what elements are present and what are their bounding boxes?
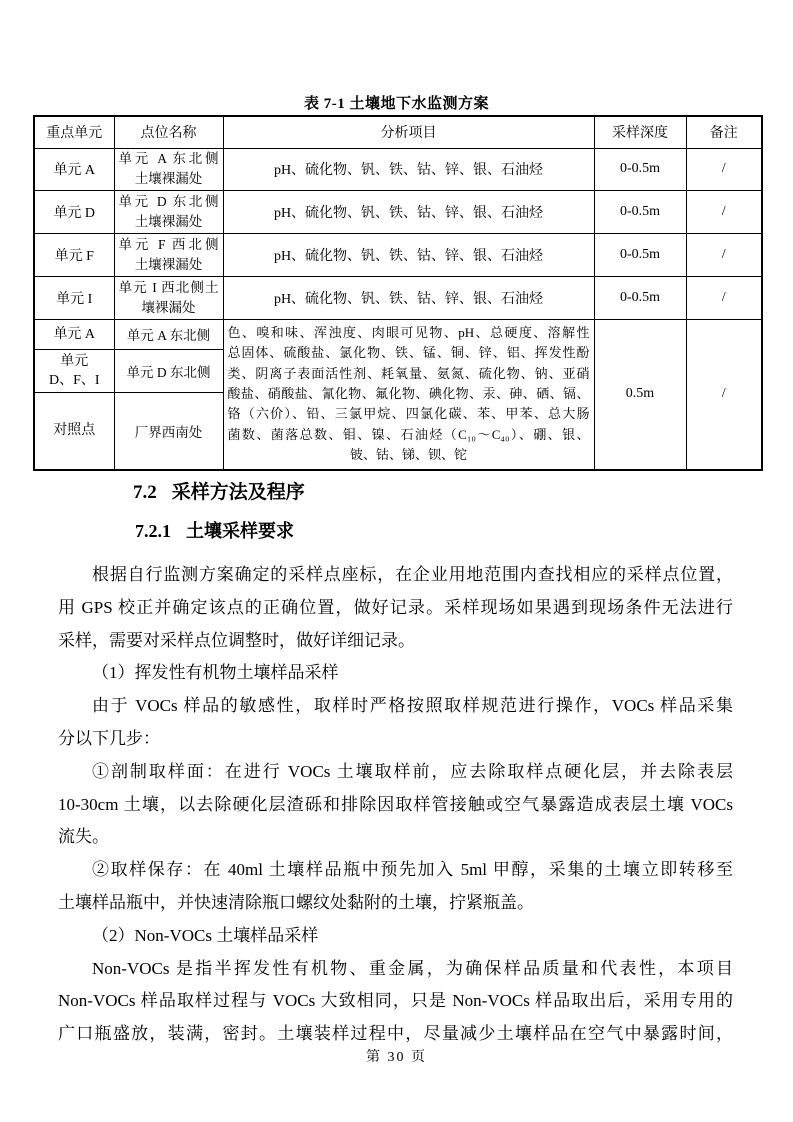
body-line: 10-30cm 土壤，以去除硬化层渣砾和排除因取样管接触或空气暴露造成表层土壤 VOCs (58, 794, 733, 814)
items-line: 菌数、菌落总数、钼、镍、石油烃（C₁₀～C₄₀）、硼、银、 (227, 426, 590, 442)
depth-cell: 0.5m (594, 319, 686, 470)
monitoring-table (33, 115, 763, 471)
body-line: ①剖制取样面：在进行 VOCs 土壤取样前，应去除取样点硬化层，并去除表层 (92, 761, 733, 781)
header-cell: 点位名称 (114, 116, 223, 148)
body-line: ②取样保存：在 40ml 土壤样品瓶中预先加入 5ml 甲醇，采集的土壤立即转移至 (92, 860, 733, 880)
unit-line: 单元 A (53, 326, 96, 342)
monitoring-table-body (34, 116, 762, 470)
unit-cell: 单元 F (34, 233, 114, 276)
body-line: 流失。 (58, 827, 109, 847)
location-cell (114, 233, 223, 276)
depth-cell: 0-0.5m (594, 233, 686, 276)
table-row (34, 233, 762, 276)
table-row (34, 148, 762, 190)
items-line: 铬（六价）、铅、三氯甲烷、四氯化碳、苯、甲苯、总大肠 (227, 406, 590, 422)
location-cell: 单元 A 东北侧 (114, 319, 223, 349)
body-text (58, 559, 733, 1051)
section-title: 采样方法及程序 (171, 482, 305, 503)
table-header-row (34, 116, 762, 148)
location-line: 单元 A 东北侧 (118, 151, 219, 166)
note-cell: / (686, 148, 762, 190)
note-cell: / (686, 319, 762, 470)
items-cell (223, 319, 594, 470)
table-caption: 表 7-1 土壤地下水监测方案 (304, 96, 489, 112)
location-cell (114, 276, 223, 319)
location-line: 单元 I 西北侧土 (118, 279, 219, 295)
page-number: 第 30 页 (366, 1050, 427, 1065)
section-heading-7-2 (133, 477, 305, 504)
unit-line: 对照点 (53, 423, 96, 439)
body-line: 广口瓶盛放，装满，密封。土壤装样过程中，尽量减少土壤样品在空气中暴露时间， (58, 1024, 733, 1044)
body-line: 采样，需要对采样点位调整时，做好详细记录。 (58, 630, 415, 650)
items-line: 色、嗅和味、浑浊度、肉眼可见物、pH、总硬度、溶解性 (227, 324, 590, 340)
items-line: 类、阴离子表面活性剂、耗氧量、氨氮、硫化物、钠、亚硝 (227, 365, 590, 381)
note-cell: / (686, 233, 762, 276)
items-line: 酸盐、硝酸盐、氰化物、氟化物、碘化物、汞、砷、硒、镉、 (227, 386, 590, 402)
section-number: 7.2.1 (135, 521, 171, 541)
items-cell: pH、硫化物、钒、铁、钴、锌、银、石油烃 (223, 190, 594, 233)
items-line: 铍、钴、锑、钡、铊 (349, 447, 467, 463)
body-line: 土壤样品瓶中，并快速清除瓶口螺纹处黏附的土壤，拧紧瓶盖。 (58, 892, 534, 912)
body-line: 根据自行监测方案确定的采样点座标，在企业用地范围内查找相应的采样点位置， (92, 565, 733, 584)
items-cell: pH、硫化物、钒、铁、钴、锌、银、石油烃 (223, 233, 594, 276)
depth-cell: 0-0.5m (594, 276, 686, 319)
section-number: 7.2 (133, 482, 157, 503)
header-cell: 分析项目 (223, 116, 594, 148)
location-line: 土壤裸漏处 (134, 213, 203, 229)
unit-cell (34, 349, 114, 392)
header-cell: 重点单元 (34, 116, 114, 148)
items-line: 总固体、硫酸盐、氯化物、铁、锰、铜、锌、铝、挥发性酚 (227, 345, 590, 361)
unit-line: D、F、I (48, 372, 100, 388)
body-line: （1）挥发性有机物土壤样品采样 (92, 663, 339, 683)
unit-line: 单元 (60, 353, 89, 369)
note-cell: / (686, 276, 762, 319)
table-row (34, 276, 762, 319)
body-line: （2）Non-VOCs 土壤样品采样 (92, 925, 319, 945)
header-cell: 采样深度 (594, 116, 686, 148)
body-line: Non-VOCs 样品取样过程与 VOCs 大致相同，只是 Non-VOCs 样品取出后，采用专用的 (58, 991, 733, 1011)
section-title: 土壤采样要求 (186, 521, 294, 541)
unit-cell: 单元 A (34, 148, 114, 190)
items-cell: pH、硫化物、钒、铁、钴、锌、银、石油烃 (223, 276, 594, 319)
location-line: 土壤裸漏处 (134, 171, 203, 186)
table-row (34, 319, 762, 349)
body-line: 分以下几步： (58, 728, 160, 748)
location-line: 壤裸漏处 (141, 299, 196, 315)
location-cell (114, 148, 223, 190)
unit-cell (34, 392, 114, 470)
location-cell: 单元 D 东北侧 (114, 349, 223, 392)
unit-cell: 单元 D (34, 190, 114, 233)
location-cell (114, 190, 223, 233)
depth-cell: 0-0.5m (594, 148, 686, 190)
location-line: 单元 F 西北侧 (118, 236, 219, 252)
depth-cell: 0-0.5m (594, 190, 686, 233)
body-line: 由于 VOCs 样品的敏感性，取样时严格按照取样规范进行操作，VOCs 样品采集 (92, 696, 733, 716)
unit-cell: 单元 I (34, 276, 114, 319)
table-row (34, 190, 762, 233)
location-line: 单元 D 东北侧 (118, 193, 219, 209)
location-cell: 厂界西南处 (114, 392, 223, 470)
location-line: 土壤裸漏处 (134, 256, 203, 272)
header-cell: 备注 (686, 116, 762, 148)
section-heading-7-2-1 (135, 517, 294, 543)
note-cell: / (686, 190, 762, 233)
body-line: 用 GPS 校正并确定该点的正确位置，做好记录。采样现场如果遇到现场条件无法进行 (58, 597, 733, 617)
body-line: Non-VOCs 是指半挥发性有机物、重金属，为确保样品质量和代表性，本项目 (92, 958, 733, 978)
items-cell: pH、硫化物、钒、铁、钴、锌、银、石油烃 (223, 148, 594, 190)
unit-cell (34, 319, 114, 349)
